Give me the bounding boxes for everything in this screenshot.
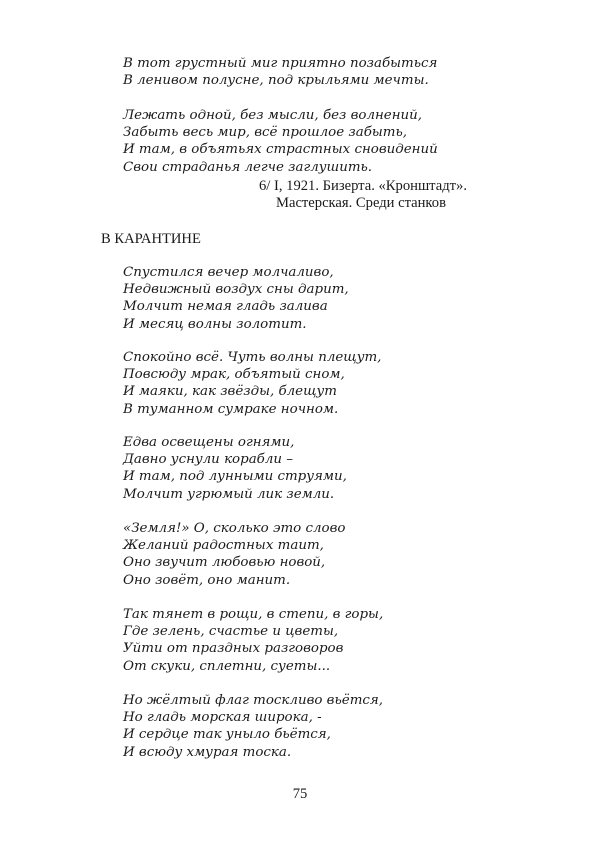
poem-line: И сердце так уныло бьётся, bbox=[123, 727, 331, 743]
poem-line: Забыть весь мир, всё прошлое забыть, bbox=[123, 125, 408, 141]
poem-line: Но гладь морская широка, - bbox=[123, 710, 322, 726]
poem-stanza-3 bbox=[123, 434, 347, 503]
poem-line: В ленивом полусне, под крыльями мечты. bbox=[123, 73, 429, 89]
poem-line: Уйти от праздных разговоров bbox=[123, 641, 344, 657]
signature-place: Мастерская. Среди станков bbox=[276, 195, 446, 211]
poem-line: Молчит немая гладь залива bbox=[123, 299, 328, 315]
poem-line: Лежать одной, без мысли, без волнений, bbox=[123, 108, 423, 123]
poem-stanza-1 bbox=[123, 264, 349, 333]
poem-line: Оно звучит любовью новой, bbox=[123, 555, 326, 571]
poem-line: И всюду хмурая тоска. bbox=[123, 744, 292, 760]
poem-line: В тот грустный миг приятно позабыться bbox=[123, 56, 438, 71]
poem-line: Так тянет в рощи, в степи, в горы, bbox=[123, 607, 384, 622]
poem-line: Молчит угрюмый лик земли. bbox=[123, 486, 335, 502]
poem-line: Спустился вечер молчаливо, bbox=[123, 265, 334, 280]
poem-line: Но жёлтый флаг тоскливо вьётся, bbox=[123, 693, 384, 708]
poem-stanza-4 bbox=[123, 520, 345, 589]
poem-line: Желаний радостных таит, bbox=[123, 538, 324, 554]
poem-line: Недвижный воздух сны дарит, bbox=[123, 282, 349, 298]
poem-stanza-2 bbox=[123, 349, 381, 418]
poem-line: От скуки, сплетни, суеты... bbox=[123, 658, 331, 674]
prev-poem-stanza-2 bbox=[123, 107, 438, 176]
prev-poem-stanza-1 bbox=[123, 55, 437, 89]
poem-line: Едва освещены огнями, bbox=[123, 435, 295, 450]
poem-line: Свои страданья легче заглушить. bbox=[123, 159, 373, 175]
poem-line: Давно уснули корабли – bbox=[123, 452, 293, 468]
poem-line: И месяц волны золотит. bbox=[123, 316, 307, 332]
poem-line: Спокойно всё. Чуть волны плещут, bbox=[123, 350, 382, 365]
poem-line: И там, под лунными струями, bbox=[123, 469, 347, 485]
poem-line: В туманном сумраке ночном. bbox=[123, 401, 339, 417]
signature-date: 6/ I, 1921. Бизерта. «Кронштадт». bbox=[259, 178, 467, 194]
poem-stanza-5 bbox=[123, 606, 383, 675]
poem-line: Где зелень, счастье и цветы, bbox=[123, 624, 339, 640]
poem-line: Повсюду мрак, объятый сном, bbox=[123, 367, 345, 383]
poem-line: «Земля!» О, сколько это слово bbox=[123, 521, 346, 536]
poem-line: Оно зовёт, оно манит. bbox=[123, 572, 291, 588]
page-number: 75 bbox=[292, 786, 308, 802]
poem-line: И там, в объятьях страстных сновидений bbox=[123, 142, 438, 158]
poem-line: И маяки, как звёзды, блещут bbox=[123, 384, 337, 400]
poem-title: В КАРАНТИНЕ bbox=[101, 231, 201, 247]
poem-stanza-6 bbox=[123, 692, 383, 761]
